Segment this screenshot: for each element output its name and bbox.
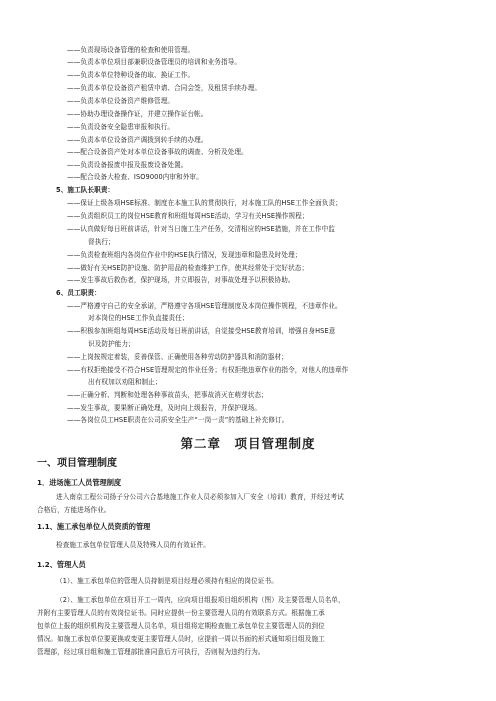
sec6-line: 出有权加以劝阻和制止；	[88, 378, 162, 386]
paragraph-line: 并附有主要管理人员的有效岗位证书。同时应提供一份主要管理人员的有效联系方式。根据施工承	[37, 609, 325, 617]
paragraph-line: （1）、施工承包单位的管理人员持制是项目经理必须持有相应的岗位证书。	[56, 577, 278, 585]
section-5-title: 5、施工队长职责：	[56, 186, 115, 194]
paragraph-line: 包单位上报的组织机构及主要管理人员名单，项目组将定期检查施工承包单位主要管理人员的到位	[37, 622, 325, 630]
section-title: 一、项目管理制度	[37, 458, 117, 469]
sec6-line: ——各岗位员工HSE职责在公司质安全生产“一岗一责”的基础上补充修订。	[67, 416, 289, 424]
sec5-line: ——保证上级各项HSE标准、制度在本施工队的贯彻执行，对本施工队的HSE工作全面负责；	[67, 199, 342, 207]
paragraph-line: 合格后，方能进场作业。	[37, 506, 111, 514]
subsection-title: 1.2、管理人员	[37, 560, 86, 569]
duty-line: ——负责设备安全隐患审报和执行。	[67, 123, 175, 131]
duty-line: ——负责设备报废申报及报废设备处置。	[67, 161, 188, 169]
sec6-line: ——积极参加班组每周HSE活动及每日班前讲话，自觉接受HSE教育培训，增强自身HSE意	[67, 327, 336, 335]
duty-line: ——负责本单位设备资产租赁申请、合同会签，及租赁手续办理。	[67, 84, 262, 92]
duty-line: ——配合设备大检查、ISO9000内审和外审。	[67, 173, 203, 181]
sec6-line: ——严格遵守自己的安全承诺，严格遵守各项HSE管理制度及本岗位操作规程，不违章作业。	[67, 302, 342, 310]
duty-line: ——负责现场设备管理的检查和使用管理。	[67, 46, 195, 54]
sec5-line: ——负责检查班组内各岗位作业中的HSE执行情况，发现违章和隐患及时处理；	[67, 251, 302, 259]
sec5-line: ——发生事故后救伤者，保护现场，并立即报告，对事故处理予以积极协助。	[67, 276, 295, 284]
sec5-line: ——负责组织员工的岗位HSE教育和班组每周HSE活动，学习有关HSE操作规程；	[67, 212, 309, 220]
sec6-line: 识及防护能力；	[88, 340, 135, 348]
duty-line: ——协助办理设备操作证，并建立操作证台帐。	[67, 110, 208, 118]
duty-line: ——配合设备资产处对本单位设备事故的调查、分析及处理。	[67, 148, 248, 156]
duty-line: ——负责本单位设备资产调拨到转手续的办理。	[67, 136, 208, 144]
sec5-line: ——做好有关HSE防护设施、防护用品的检查维护工作，使其经常处于完好状态；	[67, 264, 309, 272]
chapter-title: 第二章 项目管理制度	[180, 436, 316, 451]
paragraph-line: （2）、施工承包单位在项目开工一周内，应向项目组报项目组织机构（图）及主要管理人员名单，	[56, 596, 345, 604]
sec6-line: 对本岗位的HSE工作负直接责任；	[88, 314, 189, 322]
paragraph-line: 进入南京工程公司扬子分公司六合基地施工作业人员必须参加入厂安全（培训）教育，并经过考试	[56, 493, 344, 501]
sec6-line: ——上岗按规定着装，妥善保管、正确使用各种劳动防护器具和消防器材；	[67, 353, 288, 361]
duty-line: ——负责本单位设备资产维修管理。	[67, 97, 175, 105]
sec5-line: 督执行；	[88, 238, 115, 246]
duty-line: ——负责本单位特种设备的取、换证工作。	[67, 71, 195, 79]
subsection-title: 1.1、施工承包单位人员资质的管理	[37, 522, 151, 531]
sec6-line: ——发生事故，要果断正确处理，及时向上级报告，并保护现场。	[67, 404, 262, 412]
paragraph-line: 检查施工承包单位管理人员及特殊人员的有效证件。	[56, 541, 210, 549]
sec6-line: ——正确分析、判断和处理各种事故苗头，把事故消灭在萌芽状态；	[67, 391, 268, 399]
section-6-title: 6、员工职责：	[56, 289, 101, 297]
subsection-title: 1．进场施工人员管理制度	[37, 478, 122, 487]
paragraph-line: 情况。如施工承包单位要更换或变更主要管理人员时，应提前一周以书面的形式通知项目组及施工	[37, 635, 325, 643]
sec6-line: ——有权拒绝接受不符合HSE管理规定的作业任务；有权拒绝违章作业的指令，对他人的违章作	[67, 366, 349, 374]
paragraph-line: 管理部，经过项目组和施工管理部批准同意后方可执行，否则视为违约行为。	[37, 648, 265, 656]
duty-line: ——负责本单位项目部兼职设备管理员的培训和业务指导。	[67, 58, 242, 66]
sec5-line: ——认真做好每日班前讲话，针对当日施工生产任务，交清相应的HSE措施，并在工作中监	[67, 225, 335, 233]
